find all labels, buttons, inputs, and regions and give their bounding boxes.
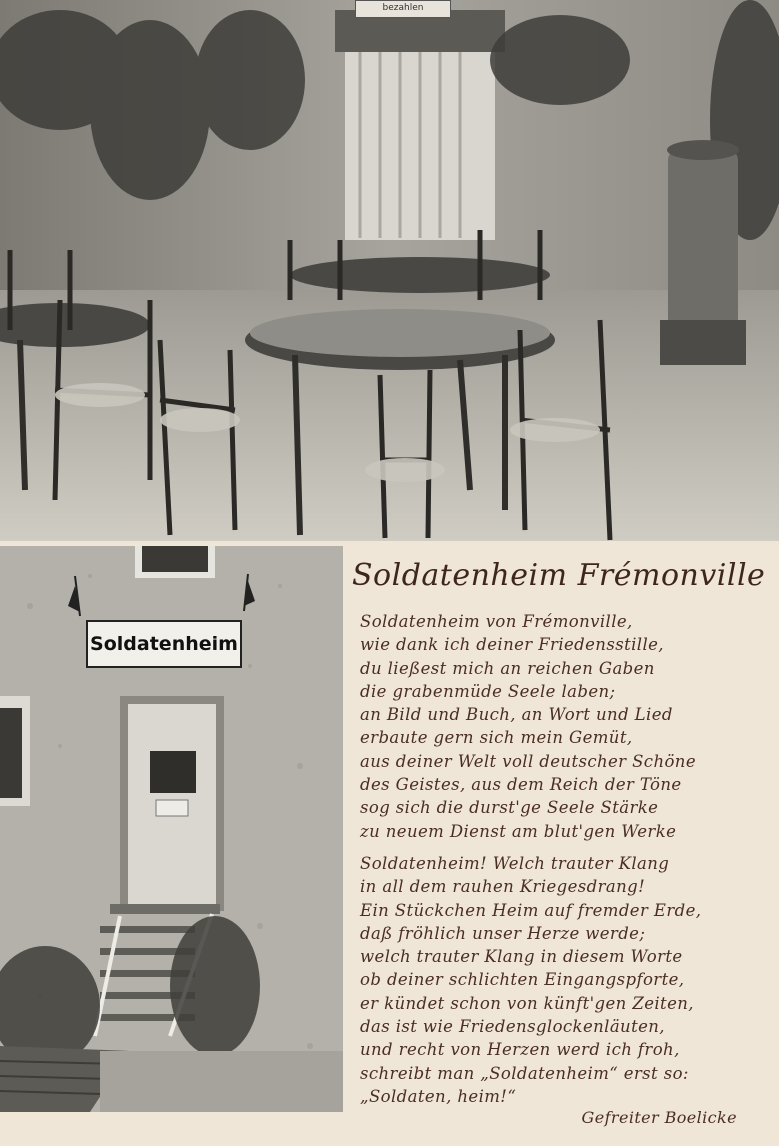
poem-line: daß fröhlich unser Herze werde; bbox=[360, 923, 646, 943]
soldatenheim-sign: Soldatenheim bbox=[86, 620, 242, 668]
dining-room-illustration bbox=[0, 0, 779, 541]
poem-line: erbaute gern sich mein Gemüt, bbox=[360, 728, 633, 748]
stanza-1 bbox=[360, 610, 772, 843]
wall-sign: bezahlen bbox=[355, 0, 451, 18]
poem-line: das ist wie Friedensglockenläuten, bbox=[360, 1017, 665, 1037]
poem-line: zu neuem Dienst am blut'gen Werke bbox=[360, 821, 677, 841]
poem-line: Soldatenheim! Welch trauter Klang bbox=[360, 854, 670, 873]
dining-room-photo bbox=[0, 0, 779, 541]
poem-line: er kündet schon von künft'gen Zeiten, bbox=[360, 993, 694, 1013]
entrance-photo bbox=[0, 546, 343, 1112]
poem-line: „Soldaten, heim!“ bbox=[360, 1086, 517, 1106]
poem-line: und recht von Herzen werd ich froh, bbox=[360, 1040, 680, 1060]
poem-line: du ließest mich an reichen Gaben bbox=[360, 658, 655, 678]
poem-line: welch trauter Klang in diesem Worte bbox=[360, 947, 683, 967]
poem-line: an Bild und Buch, an Wort und Lied bbox=[360, 705, 673, 725]
poem-title: Soldatenheim Frémonville bbox=[352, 558, 766, 593]
stanza-2 bbox=[360, 852, 772, 1108]
poem-panel bbox=[350, 546, 775, 1136]
poem-line: aus deiner Welt voll deutscher Schöne bbox=[360, 751, 697, 771]
poem-line: wie dank ich deiner Friedensstille, bbox=[360, 635, 664, 655]
poem-line: des Geistes, aus dem Reich der Töne bbox=[360, 775, 682, 795]
poem-line: die grabenmüde Seele laben; bbox=[360, 681, 616, 701]
poem-signature: Gefreiter Boelicke bbox=[581, 1108, 737, 1127]
poem-line: Soldatenheim von Frémonville, bbox=[360, 612, 633, 631]
poem-line: schreibt man „Soldatenheim“ erst so: bbox=[360, 1063, 689, 1083]
poem-line: sog sich die durst'ge Seele Stärke bbox=[360, 798, 659, 818]
poem-line: Ein Stückchen Heim auf fremder Erde, bbox=[360, 900, 702, 920]
poem-line: in all dem rauhen Kriegesdrang! bbox=[360, 877, 646, 897]
poem-line: ob deiner schlichten Eingangspforte, bbox=[360, 970, 685, 990]
